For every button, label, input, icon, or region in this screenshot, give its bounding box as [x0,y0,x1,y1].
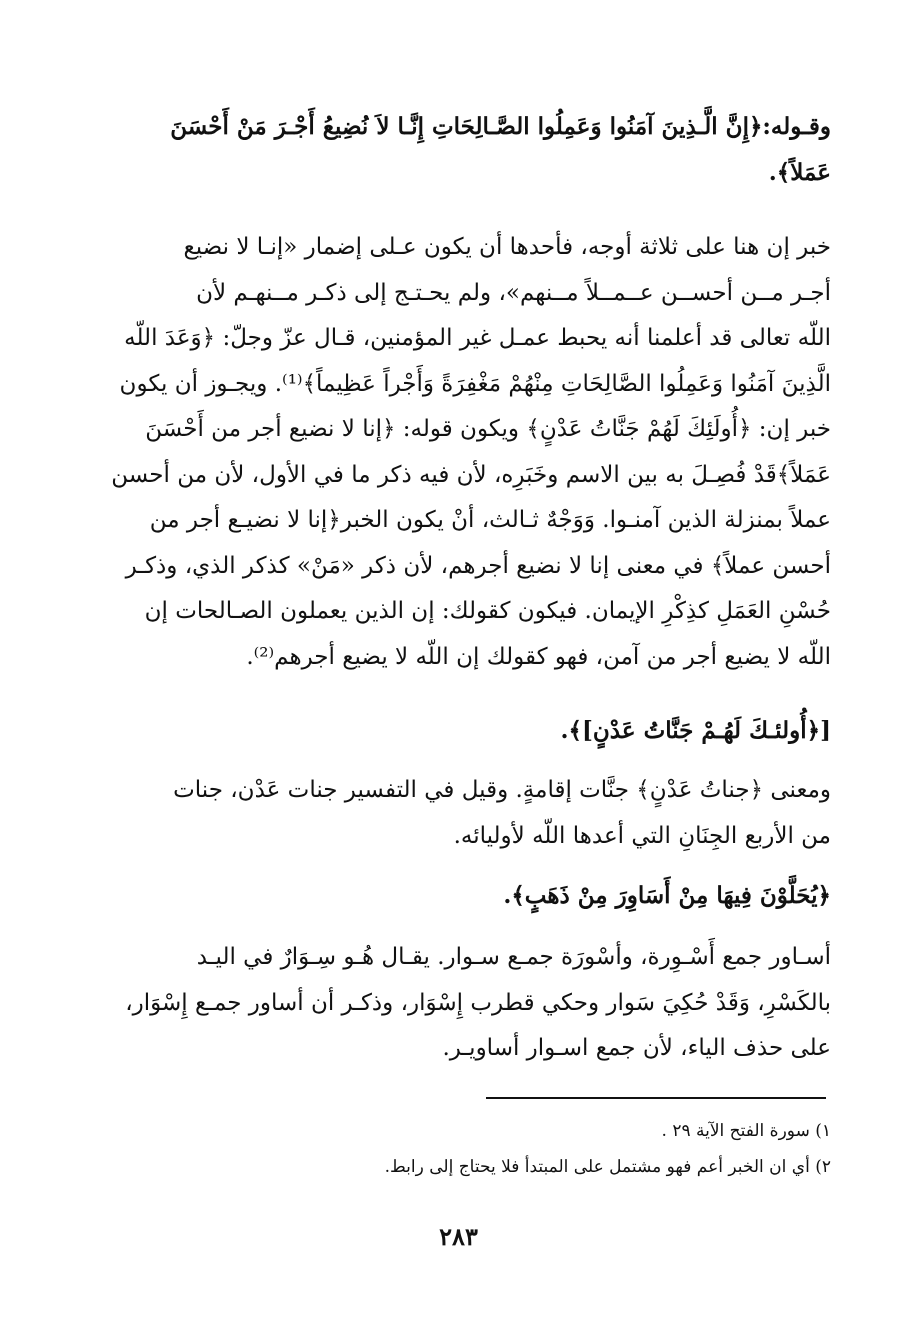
paragraph-verse-gardens [148,708,831,754]
paragraph-gardens-meaning [148,768,831,859]
text-line: أسـاور جمع أَسْـوِرة، وأسْورَة جمـع سـوار. يقـال هُـو سِـوَارٌ في اليـد [196,944,831,970]
text-line: أجـر مــن أحســن عــمــلاً مــنهم»، ولم يحـتـج إلى ذكـر مــنهـم لأن [196,279,831,306]
paragraph-grammar-explanation [111,225,831,680]
footnote: ١) سورة الفتح الآية ٢٩ . [661,1121,831,1141]
text-line: ومعنى ﴿جناتُ عَدْنٍ﴾ جنَّات إقامةٍ. وقيل في التفسير جنات عَدْن، جنات [173,777,831,803]
page-number: ٢٨٣ [439,1222,478,1251]
text-line: عَمَلاً﴾قَدْ فُصِـلَ به بين الاسم وخَبَرِه، لأن فيه ذكر ما في الأول، لأن من أحسن [111,461,831,488]
footnote-divider [486,1097,826,1099]
text-line: وقـوله:﴿إِنَّ الَّـذِينَ آمَنُوا وَعَمِلُوا الصَّـالِحَاتِ إِنَّـا لاَ نُضِيعُ أَجْـرَ مَنْ أَحْسَنَ [170,113,831,140]
text-line: على حذف الياء، لأن جمع اسـوار أساويـر. [442,1035,831,1061]
text-line: خبر إن: ﴿أُولَئِكَ لَهُمْ جَنَّاتُ عَدْنٍ﴾ ويكون قوله: ﴿إنا لا نضيع أجر من أَحْسَنَ [145,416,831,442]
text-line: بالكَسْرِ، وَقَدْ حُكِيَ سَوار وحكي قطرب إِسْوَار، وذكـر أن أساور جمـع إِسْوَار، [125,989,831,1016]
text-line: الَّذِينَ آمَنُوا وَعَمِلُوا الصَّالِحَاتِ مِنْهُمْ مَغْفِرَةً وَأَجْراً عَظِيماً﴾⁽¹⁾. ويجـوز أن يكون [119,370,831,397]
text-line: اللّه تعالى قد أعلمنا أنه يحبط عمـل غير المؤمنين، قـال عزّ وجلّ: ﴿وَعَدَ اللّه [124,325,831,351]
text-line: عملاً بمنزلة الذين آمنـوا. وَوَجْهٌ ثـالث، أنْ يكون الخبر﴿إنا لا نضيـع أجر من [149,507,831,533]
text-line: [﴿أُولئـكَ لَهُـمْ جَنَّاتُ عَدْنٍ]﴾. [560,717,831,744]
footnote: ٢) أي ان الخبر أعم فهو مشتمل على المبتدأ فلا يحتاج إلى رابط. [384,1157,831,1177]
paragraph-bracelets-explanation [125,935,831,1072]
paragraph-verse-bracelets [148,873,831,919]
paragraph-verse-intro [148,104,831,195]
text-line: من الأربع الجِنَانِ التي أعدها اللّه لأوليائه. [453,822,831,849]
text-line: عَمَلاً﴾. [768,158,831,186]
text-line: أحسن عملاً﴾ في معنى إنا لا نضيع أجرهم، لأن ذكر «مَنْ» كذكر الذي، وذكـر [125,552,831,579]
text-line: خبر إن هنا على ثلاثة أوجه، فأحدها أن يكون عـلى إضمار «إنـا لا نضيع [183,234,831,260]
footnotes [380,1113,831,1185]
text-line: حُسْنِ العَمَلِ كذِكْرِ الإيمان. فيكون كقولك: إن الذين يعملون الصـالحات إن [144,598,831,624]
text-line: اللّه لا يضيع أجر من آمن، فهو كقولك إن اللّه لا يضيع أجرهم⁽²⁾. [246,643,831,670]
text-line: ﴿يُحَلَّوْنَ فِيهَا مِنْ أَسَاوِرَ مِنْ ذَهَبٍ﴾. [503,882,831,909]
